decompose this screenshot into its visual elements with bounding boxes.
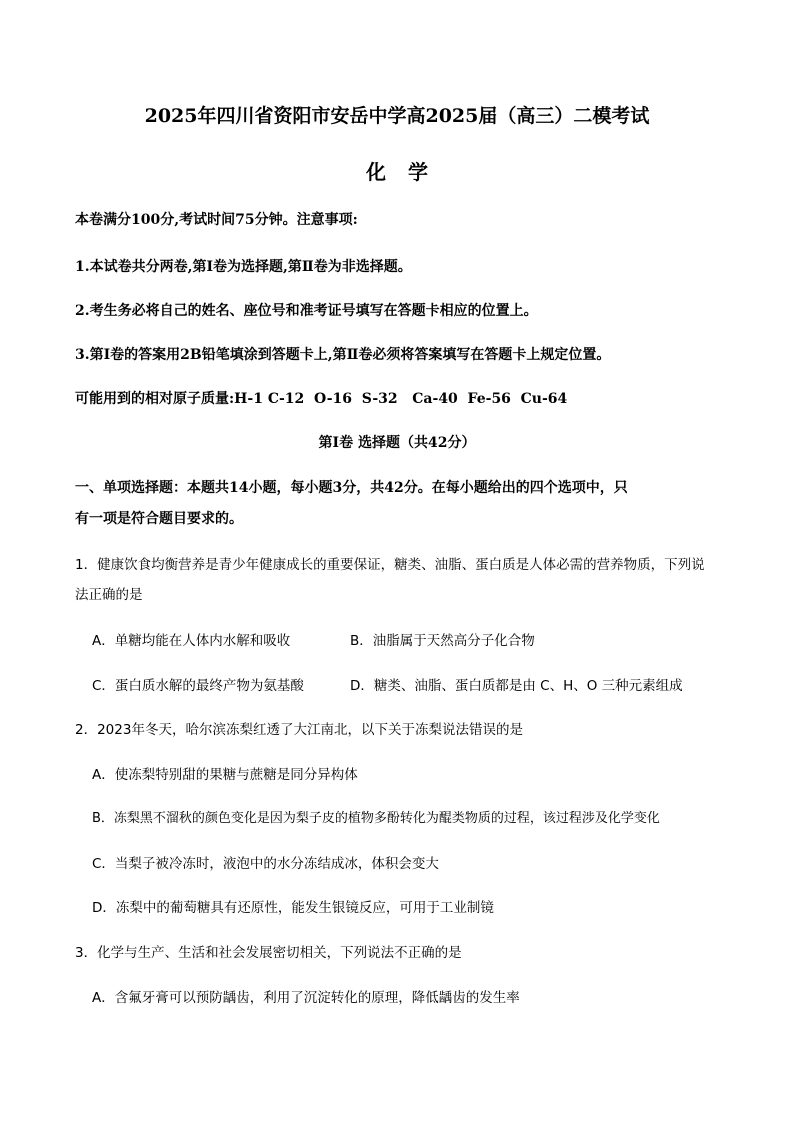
question-2-option-d: D．冻梨中的葡萄糖具有还原性，能发生银镜反应，可用于工业制镜 — [92, 900, 494, 916]
subject-title: 化学 — [366, 160, 450, 184]
question-2-option-a: A．使冻梨特别甜的果糖与蔗糖是同分异构体 — [92, 767, 358, 783]
notes-intro: 本卷满分100分,考试时间75分钟。注意事项: — [75, 212, 358, 228]
question-1-option-a: A．单糖均能在人体内水解和吸收 — [92, 633, 291, 649]
question-1-option-d: D．糖类、油脂、蛋白质都是由 C、H、O 三种元素组成 — [350, 678, 683, 694]
question-2-stem: 2．2023年冬天，哈尔滨冻梨红透了大江南北，以下关于冻梨说法错误的是 — [75, 722, 523, 738]
question-1-option-c: C．蛋白质水解的最终产物为氨基酸 — [92, 678, 304, 694]
question-1-stem-line-2: 法正确的是 — [75, 587, 143, 603]
question-1-option-b: B．油脂属于天然高分子化合物 — [350, 633, 535, 649]
question-1-stem-line-1: 1．健康饮食均衡营养是青少年健康成长的重要保证，糖类、油脂、蛋白质是人体必需的营养物质，下列说 — [75, 557, 705, 573]
notes-item-1: 1.本试卷共分两卷,第Ⅰ卷为选择题,第Ⅱ卷为非选择题。 — [75, 259, 412, 275]
notes-item-3: 3.第Ⅰ卷的答案用2B铅笔填涂到答题卡上,第Ⅱ卷必须将答案填写在答题卡上规定位置。 — [75, 347, 611, 363]
question-3-stem: 3．化学与生产、生活和社会发展密切相关，下列说法不正确的是 — [75, 945, 462, 961]
section-instruction-line-2: 有一项是符合题目要求的。 — [75, 511, 243, 527]
exam-title: 2025年四川省资阳市安岳中学高2025届（高三）二模考试 — [144, 105, 650, 127]
section-instruction-line-1: 一、单项选择题：本题共14小题，每小题3分，共42分。在每小题给出的四个选项中，只 — [75, 480, 628, 496]
question-3-option-a: A．含氟牙膏可以预防龋齿，利用了沉淀转化的原理，降低龋齿的发生率 — [92, 990, 520, 1006]
question-2-option-c: C．当梨子被冷冻时，液泡中的水分冻结成冰，体积会变大 — [92, 856, 439, 872]
question-2-option-b: B．冻梨黑不溜秋的颜色变化是因为梨子皮的植物多酚转化为醌类物质的过程，该过程涉及化学变化 — [92, 811, 660, 826]
notes-item-2: 2.考生务必将自己的姓名、座位号和准考证号填写在答题卡相应的位置上。 — [75, 303, 538, 319]
atomic-mass-line: 可能用到的相对原子质量:H-1 C-12 O-16 S-32 Ca-40 Fe-56 Cu-64 — [75, 391, 568, 407]
section-title: 第Ⅰ卷 选择题（共42分） — [318, 435, 476, 451]
